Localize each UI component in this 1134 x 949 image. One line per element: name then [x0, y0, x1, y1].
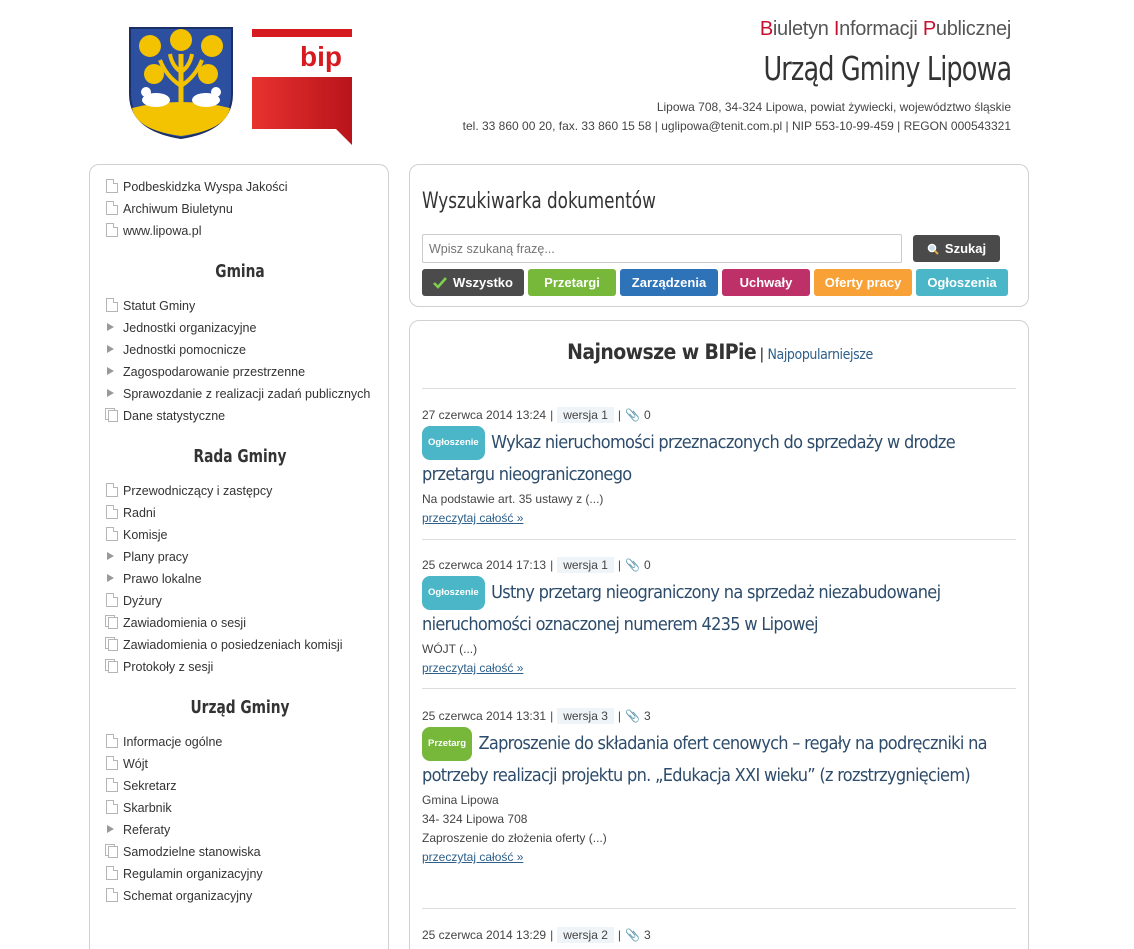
news-title[interactable]	[422, 426, 1012, 490]
search-title: Wyszukiwarka dokumentów	[422, 189, 656, 214]
latest-news-panel	[409, 320, 1029, 949]
arrow-icon	[105, 342, 123, 358]
news-title-text[interactable]: Zaproszenie do składania ofert cenowych – regały na podręczniki na potrzeby realizacji projektu pn. „Edukacja XXI wieku” (z rozstrzygnięciem)	[422, 733, 987, 786]
paperclip-icon: 📎	[625, 709, 640, 723]
documents-icon	[105, 844, 123, 860]
sidebar-item[interactable]	[105, 822, 388, 838]
document-icon	[105, 866, 123, 882]
contact-line: tel. 33 860 00 20, fax. 33 860 15 58 | uglipowa@tenit.com.pl | NIP 553-10-99-459 | REGON 000543321	[462, 119, 1011, 133]
sidebar-menu	[89, 164, 389, 949]
sidebar-item-label: Protokoły z sesji	[123, 660, 214, 674]
document-icon	[105, 179, 123, 195]
divider	[422, 688, 1016, 689]
arrow-icon	[105, 822, 123, 838]
filter-ogloszenia[interactable]: Ogłoszenia	[916, 269, 1008, 296]
sidebar-item[interactable]	[105, 778, 388, 794]
read-more-link[interactable]: przeczytaj całość »	[422, 850, 524, 864]
sidebar-item[interactable]	[105, 800, 388, 816]
filter-all-label: Wszystko	[453, 275, 513, 290]
sidebar-item-label: Zawiadomienia o sesji	[123, 616, 246, 630]
version-link[interactable]: wersja 2	[557, 927, 614, 943]
news-meta: 27 czerwca 2014 13:24 | wersja 1 | 📎 0	[422, 408, 651, 422]
sidebar-section-heading: Gmina	[215, 261, 265, 282]
news-date: 25 czerwca 2014 13:29	[422, 928, 547, 942]
sidebar-item-label: Podbeskidzka Wyspa Jakości	[123, 180, 288, 194]
bip-title: Biuletyn Informacji Publicznej	[759, 18, 1011, 40]
document-icon	[105, 223, 123, 239]
news-item	[422, 557, 1012, 678]
version-link[interactable]: wersja 1	[557, 407, 614, 423]
news-title-text[interactable]: Ustny przetarg nieograniczony na sprzedaż niezabudowanej nieruchomości oznaczonej numerem 4235 w Lipowej	[422, 582, 941, 635]
office-name: Urząd Gminy Lipowa	[763, 49, 1011, 88]
search-button[interactable]	[913, 235, 1000, 262]
sidebar-item[interactable]	[105, 364, 388, 380]
sidebar-item-label: www.lipowa.pl	[123, 224, 202, 238]
sidebar-item-label: Referaty	[123, 823, 171, 837]
version-link[interactable]: wersja 3	[557, 708, 614, 724]
sidebar-item-label: Jednostki pomocnicze	[123, 343, 246, 357]
sidebar-item[interactable]	[105, 593, 388, 609]
sidebar-item[interactable]	[105, 637, 388, 653]
sidebar-item-label: Radni	[123, 506, 156, 520]
sidebar-item[interactable]	[105, 571, 388, 587]
category-badge: Ogłoszenie	[422, 426, 485, 460]
news-title[interactable]	[422, 727, 1012, 791]
news-title-text[interactable]: Wykaz nieruchomości przeznaczonych do sprzedaży w drodze przetargu nieograniczonego	[422, 432, 955, 485]
checkmark-icon	[433, 277, 447, 289]
divider	[422, 539, 1016, 540]
document-icon	[105, 888, 123, 904]
sidebar-item-label: Dane statystyczne	[123, 409, 226, 423]
news-meta: 25 czerwca 2014 17:13 | wersja 1 | 📎 0	[422, 558, 651, 572]
documents-icon	[105, 615, 123, 631]
paperclip-icon: 📎	[625, 928, 640, 942]
news-meta: 25 czerwca 2014 13:29 | wersja 2 | 📎 3	[422, 928, 651, 942]
attachment-count: 0	[643, 558, 651, 572]
tab-most-popular[interactable]: Najpopularniejsze	[767, 347, 873, 363]
news-excerpt: Gmina Lipowa	[422, 793, 499, 807]
document-icon	[105, 298, 123, 314]
news-excerpt: 34- 324 Lipowa 708	[422, 812, 528, 826]
sidebar-item-label: Informacje ogólne	[123, 735, 223, 749]
sidebar-item-label: Jednostki organizacyjne	[123, 321, 257, 335]
document-icon	[105, 734, 123, 750]
documents-icon	[105, 659, 123, 675]
read-more-link[interactable]: przeczytaj całość »	[422, 661, 524, 675]
divider	[422, 908, 1016, 909]
filter-oferty-pracy[interactable]: Oferty pracy	[814, 269, 912, 296]
sidebar-item[interactable]	[105, 408, 388, 424]
sidebar-item-label: Plany pracy	[123, 550, 189, 564]
document-icon	[105, 593, 123, 609]
news-date: 25 czerwca 2014 13:31	[422, 709, 547, 723]
sidebar-item[interactable]	[105, 342, 388, 358]
sidebar-item[interactable]	[105, 734, 388, 750]
bip-logo[interactable]	[252, 29, 353, 145]
sidebar-item[interactable]	[105, 483, 388, 499]
sidebar-item[interactable]	[105, 888, 388, 904]
sidebar-item[interactable]	[105, 659, 388, 675]
sidebar-item[interactable]	[105, 505, 388, 521]
sidebar-item-label: Samodzielne stanowiska	[123, 845, 261, 859]
arrow-icon	[105, 549, 123, 565]
sidebar-item-label: Archiwum Biuletynu	[123, 202, 233, 216]
news-date: 25 czerwca 2014 17:13	[422, 558, 547, 572]
filter-zarzadzenia[interactable]: Zarządzenia	[620, 269, 718, 296]
arrow-icon	[105, 386, 123, 402]
sidebar-item[interactable]	[105, 866, 388, 882]
divider	[422, 388, 1016, 389]
sidebar-item-label: Zawiadomienia o posiedzeniach komisji	[123, 638, 343, 652]
sidebar-item[interactable]	[105, 320, 388, 336]
sidebar-item[interactable]	[105, 756, 388, 772]
news-date: 27 czerwca 2014 13:24	[422, 408, 547, 422]
news-meta: 25 czerwca 2014 13:31 | wersja 3 | 📎 3	[422, 709, 651, 723]
sidebar-item[interactable]	[105, 201, 388, 217]
news-excerpt: Zaproszenie do złożenia oferty (...)	[422, 831, 607, 845]
documents-icon	[105, 637, 123, 653]
arrow-icon	[105, 571, 123, 587]
news-item	[422, 407, 1012, 528]
sidebar-item[interactable]	[105, 844, 388, 860]
document-icon	[105, 201, 123, 217]
document-icon	[105, 800, 123, 816]
coat-of-arms-logo	[128, 26, 234, 140]
attachment-count: 0	[643, 408, 651, 422]
document-search-panel	[409, 164, 1029, 307]
sidebar-item[interactable]	[105, 549, 388, 565]
magnifier-icon	[927, 243, 939, 255]
news-excerpt: Na podstawie art. 35 ustawy z (...)	[422, 492, 604, 506]
news-title[interactable]	[422, 576, 1012, 640]
attachment-count: 3	[643, 709, 651, 723]
sidebar-item-label: Dyżury	[123, 594, 162, 608]
document-icon	[105, 778, 123, 794]
document-icon	[105, 756, 123, 772]
paperclip-icon: 📎	[625, 408, 640, 422]
sidebar-item-label: Statut Gminy	[123, 299, 196, 313]
attachment-count: 3	[643, 928, 651, 942]
sidebar-item[interactable]	[105, 179, 388, 195]
filter-all[interactable]	[422, 269, 524, 296]
news-item	[422, 927, 1012, 943]
sidebar-item-label: Prawo lokalne	[123, 572, 202, 586]
filter-uchwaly[interactable]: Uchwały	[722, 269, 810, 296]
sidebar-item-label: Przewodniczący i zastępcy	[123, 484, 273, 498]
document-icon	[105, 483, 123, 499]
category-badge: Przetarg	[422, 727, 472, 761]
documents-icon	[105, 408, 123, 424]
bip-logo-text: bip	[300, 41, 342, 72]
sidebar-section-heading: Rada Gminy	[193, 446, 287, 467]
read-more-link[interactable]: przeczytaj całość »	[422, 511, 524, 525]
sidebar-item[interactable]	[105, 615, 388, 631]
category-filters	[422, 269, 1008, 296]
arrow-icon	[105, 320, 123, 336]
arrow-icon	[105, 364, 123, 380]
sidebar-item[interactable]	[105, 298, 388, 314]
header-info	[463, 18, 1011, 136]
sidebar-section-heading: Urząd Gminy	[190, 697, 290, 718]
filter-przetargi[interactable]: Przetargi	[528, 269, 616, 296]
version-link[interactable]: wersja 1	[557, 557, 614, 573]
paperclip-icon: 📎	[625, 558, 640, 572]
sidebar-item-label: Zagospodarowanie przestrzenne	[123, 365, 306, 379]
sidebar-item-label: Komisje	[123, 528, 168, 542]
news-item	[422, 708, 1012, 867]
tab-newest[interactable]: Najnowsze w BIPie	[567, 340, 757, 364]
search-button-label: Szukaj	[944, 241, 987, 256]
sidebar-item-label: Sekretarz	[123, 779, 177, 793]
category-badge: Ogłoszenie	[422, 576, 485, 610]
news-heading	[410, 340, 1030, 364]
sidebar-item[interactable]	[105, 527, 388, 543]
sidebar-item[interactable]	[105, 223, 388, 239]
address-line: Lipowa 708, 34-324 Lipowa, powiat żywiecki, województwo śląskie	[656, 100, 1011, 114]
search-input[interactable]	[422, 234, 902, 263]
sidebar-item-label: Schemat organizacyjny	[123, 889, 253, 903]
sidebar-item-label: Sprawozdanie z realizacji zadań publicznych	[123, 387, 371, 401]
heading-separator: |	[759, 346, 764, 363]
document-icon	[105, 505, 123, 521]
news-excerpt: WÓJT (...)	[422, 642, 478, 656]
sidebar-item-label: Regulamin organizacyjny	[123, 867, 263, 881]
sidebar-item[interactable]	[105, 386, 388, 402]
sidebar-item-label: Skarbnik	[123, 801, 172, 815]
sidebar-item-label: Wójt	[123, 757, 148, 771]
document-icon	[105, 527, 123, 543]
